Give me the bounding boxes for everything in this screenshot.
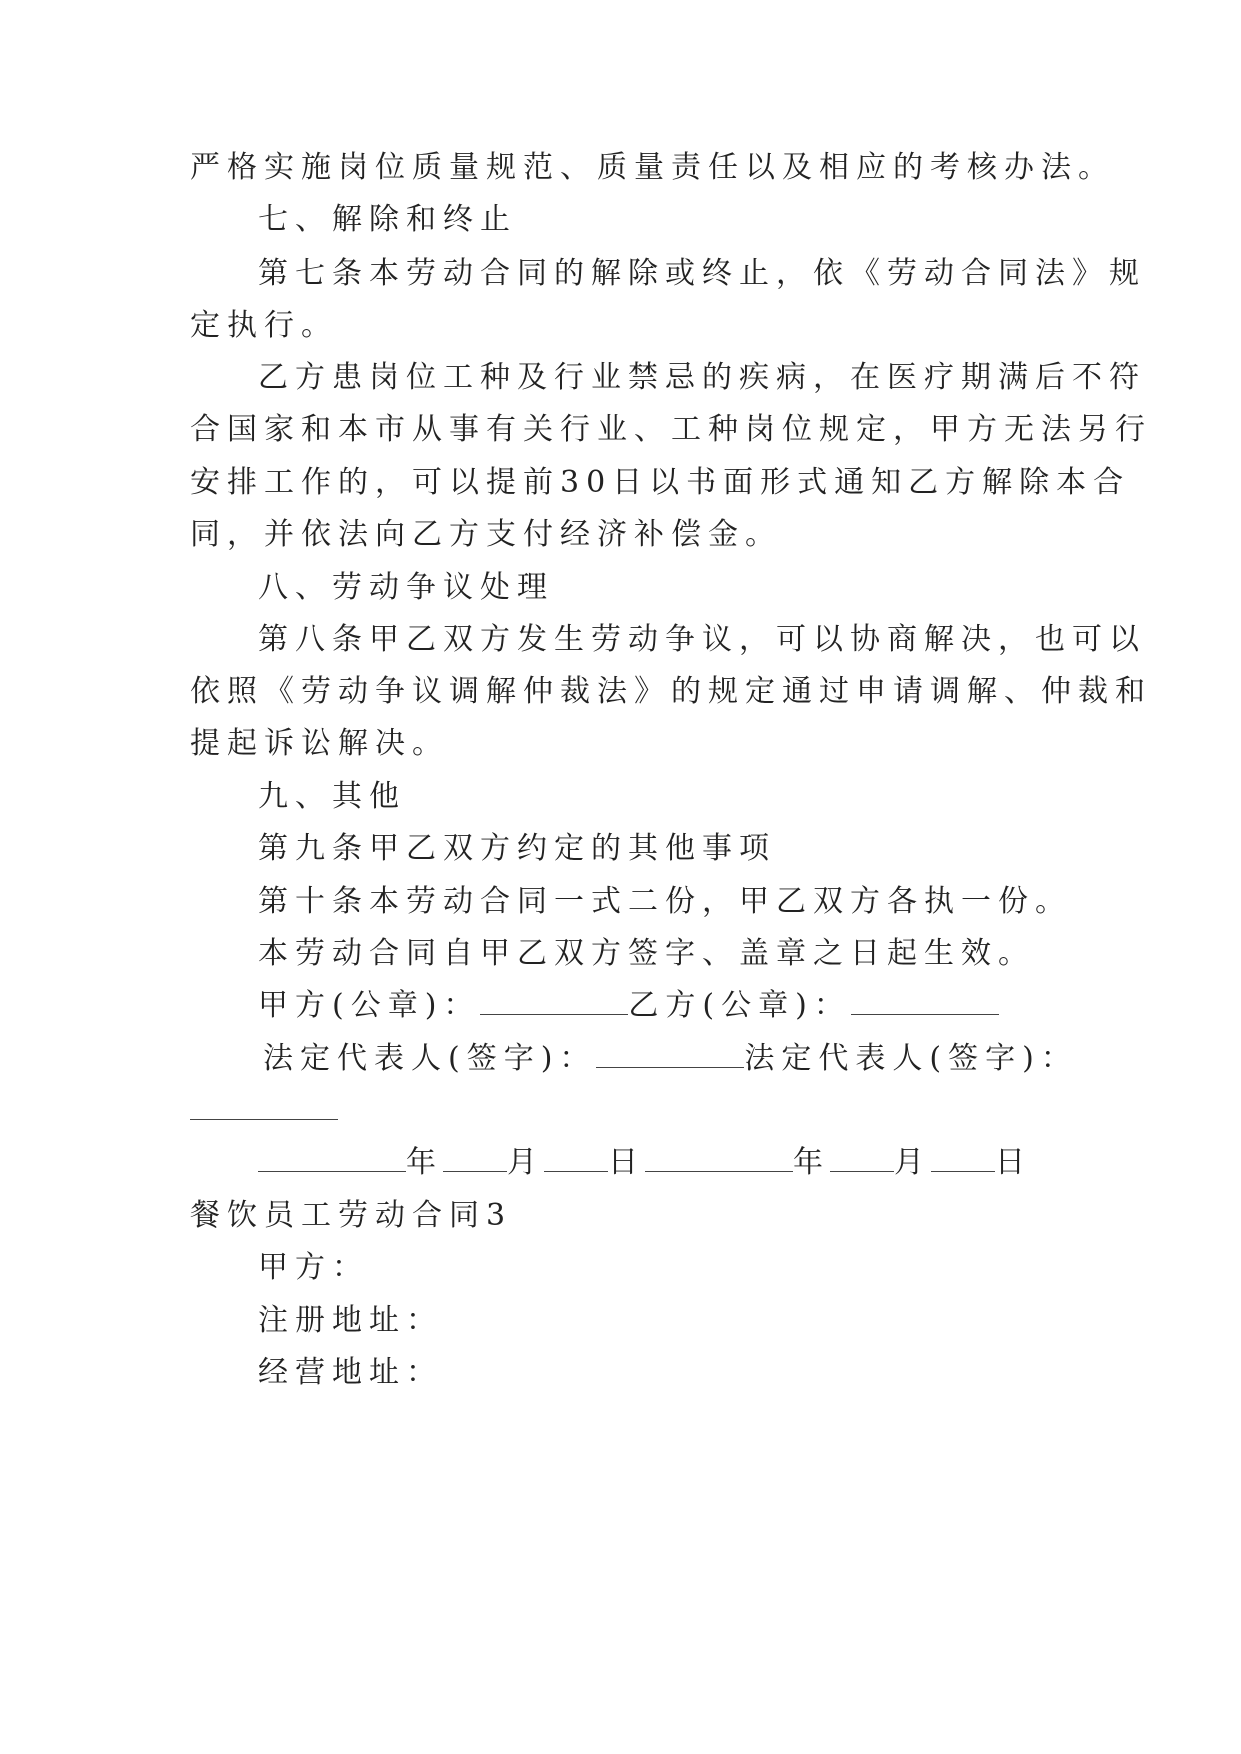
party-a-seal-label: 甲方(公章)： [258,988,481,1023]
paragraph-line: 依照《劳动争议调解仲裁法》的规定通过申请调解、仲裁和 [190,674,1152,709]
year-b-blank [645,1143,793,1172]
seal-line [258,986,1138,1026]
party-a-seal-blank [480,986,628,1015]
paragraph-line: 提起诉讼解决。 [190,726,449,761]
day-b-blank [931,1143,995,1172]
month-b-blank [830,1143,894,1172]
party-b-seal-label: 乙方(公章)： [628,988,851,1023]
paragraph-line: 第九条甲乙双方约定的其他事项 [258,831,776,866]
paragraph-line: 第八条甲乙双方发生劳动争议，可以协商解决，也可以 [258,622,1146,657]
year-a-label: 年 [406,1145,443,1180]
paragraph-line: 定执行。 [190,308,338,343]
day-b-label: 日 [995,1145,1032,1180]
legal-rep-b-line [190,1091,1070,1131]
paragraph-line: 安排工作的，可以提前30日以书面形式通知乙方解除本合 [190,465,1131,500]
month-a-blank [443,1143,507,1172]
legal-rep-a-label: 法定代表人(签字)： [263,1041,597,1076]
day-a-blank [544,1143,608,1172]
party-b-seal-blank [851,986,999,1015]
party-a-label: 甲方： [258,1250,369,1285]
section-heading: 八、劳动争议处理 [258,570,554,605]
legal-rep-b-blank [190,1091,338,1120]
paragraph-line: 同，并依法向乙方支付经济补偿金。 [190,517,782,552]
section-heading: 七、解除和终止 [258,202,517,237]
year-b-label: 年 [793,1145,830,1180]
next-contract-title: 餐饮员工劳动合同3 [190,1198,513,1233]
paragraph-line: 严格实施岗位质量规范、质量责任以及相应的考核办法。 [190,150,1115,185]
year-a-blank [258,1143,406,1172]
legal-rep-line [263,1039,1143,1079]
date-line [258,1143,1138,1183]
legal-rep-a-blank [596,1039,744,1068]
section-heading: 九、其他 [258,779,406,814]
registered-address-label: 注册地址： [258,1303,443,1338]
paragraph-line: 乙方患岗位工种及行业禁忌的疾病，在医疗期满后不符 [258,360,1146,395]
business-address-label: 经营地址： [258,1355,443,1390]
paragraph-line: 合国家和本市从事有关行业、工种岗位规定，甲方无法另行 [190,412,1152,447]
paragraph-line: 第十条本劳动合同一式二份，甲乙双方各执一份。 [258,884,1072,919]
paragraph-line: 本劳动合同自甲乙双方签字、盖章之日起生效。 [258,936,1035,971]
legal-rep-b-label: 法定代表人(签字)： [744,1041,1078,1076]
month-b-label: 月 [894,1145,931,1180]
paragraph-line: 第七条本劳动合同的解除或终止，依《劳动合同法》规 [258,256,1146,291]
month-a-label: 月 [507,1145,544,1180]
day-a-label: 日 [608,1145,645,1180]
